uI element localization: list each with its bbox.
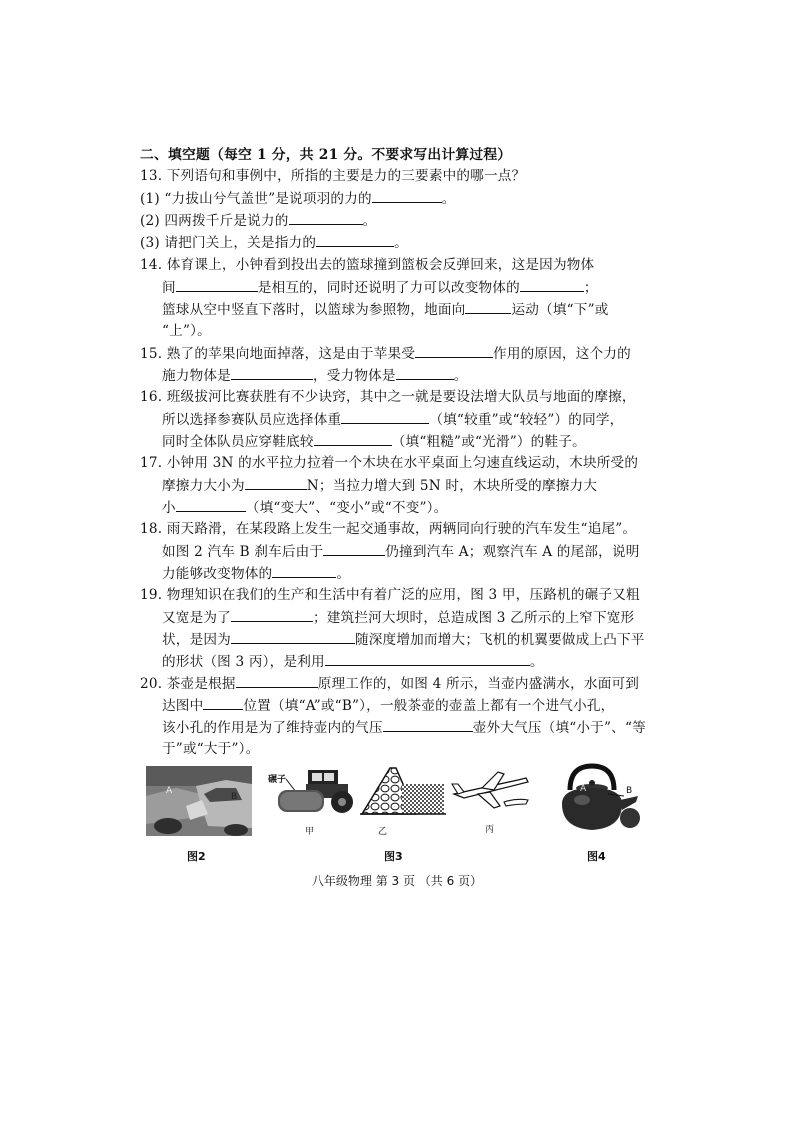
q13-part2 [140, 211, 660, 230]
q18-line3-b: 。 [336, 566, 351, 582]
fig3-sub-c: 丙 [485, 825, 495, 835]
q19-line2 [162, 608, 682, 627]
q20-blank1[interactable] [236, 674, 318, 688]
q20-line1-a: 20. 茶壶是根据 [140, 676, 236, 692]
q20-line3-a: 该小孔的作用是为了维持壶内的气压 [162, 720, 383, 736]
q18-line3-a: 力能够改变物体的 [162, 566, 273, 582]
q20-line2 [162, 696, 682, 715]
q15-line1-a: 15. 熟了的苹果向地面掉落，这是由于苹果受 [140, 346, 416, 362]
fig3-caption: 图3 [384, 850, 403, 863]
q16-line2 [162, 410, 682, 429]
q19-line2-a: 又宽是为了 [162, 610, 231, 626]
section-title: 二、填空题（每空 1 分，共 21 分。不要求写出计算过程） [140, 147, 512, 163]
q14-blank1[interactable] [176, 278, 258, 292]
page-footer: 八年级物理 第 3 页 （共 6 页） [311, 874, 483, 888]
q15-line1-b: 作用的原因，这个力的 [493, 346, 631, 362]
q17-line3 [162, 498, 682, 517]
q18-line3 [162, 564, 682, 583]
q15-line2-c: 。 [453, 368, 468, 384]
q13-part2-text: (2) 四两拨千斤是说力的 [140, 213, 289, 229]
q16-line1: 16. 班级拔河比赛获胜有不少诀窍，其中之一就是要设法增大队员与地面的摩擦， [140, 389, 636, 405]
q14-line2 [162, 278, 682, 297]
fig3-sub-b: 乙 [378, 827, 388, 837]
q15-blank2[interactable] [231, 366, 313, 380]
q20-line4: 于”或“大于”）。 [162, 741, 260, 757]
q19-line4-a: 的形状（图 3 丙），是利用 [162, 654, 325, 670]
q16-line3-a: 同时全体队员应穿鞋底较 [162, 434, 314, 450]
q20-line2-b: 位置（填“A”或“B”），一般茶壶的壶盖上都有一个进气小孔， [243, 698, 615, 714]
q16-line3 [162, 432, 682, 451]
q14-line2-c: ； [583, 280, 598, 296]
q13-part3-end: 。 [394, 235, 408, 251]
q13-part1 [140, 189, 660, 208]
q17-line2-a: 摩擦力大小为 [162, 478, 245, 494]
q20-line3 [162, 718, 682, 737]
q20-line1-b: 原理工作的，如图 4 所示，当壶内盛满水，水面可到 [317, 676, 640, 692]
q19-line4 [162, 652, 682, 671]
q14-line1: 14. 体育课上，小钟看到投出去的篮球撞到篮板会反弹回来，这是因为物体 [140, 257, 595, 273]
q14-line3-b: 运动（填“下”或 [511, 302, 609, 318]
q17-line2 [162, 476, 682, 495]
q13-blank2[interactable] [289, 211, 363, 225]
q20-line1 [140, 674, 660, 693]
fig3-roller-label: 碾子 [268, 775, 287, 785]
fig4-caption: 图4 [587, 850, 606, 863]
q16-line3-b: （填“粗糙”或“光滑”）的鞋子。 [391, 434, 586, 450]
q14-line3 [162, 300, 682, 319]
q18-line2 [162, 542, 682, 561]
q19-blank3[interactable] [325, 652, 530, 666]
q13-part3-text: (3) 请把门关上，关是指力的 [140, 235, 317, 251]
q13-part1-end: 。 [441, 191, 456, 207]
q19-line3 [162, 630, 682, 649]
q19-line2-b: ；建筑拦河大坝时，总造成图 3 乙所示的上窄下宽形 [312, 610, 635, 626]
q18-line1: 18. 雨天路滑，在某段路上发生一起交通事故，两辆同向行驶的汽车发生“追尾”。 [140, 521, 637, 537]
q20-line3-b: 壶外大气压（填“小于”、“等 [472, 720, 646, 736]
fig2-label-b: B [231, 792, 238, 802]
q13-part1-text: (1) “力拔山兮气盖世”是说项羽的力的 [140, 191, 372, 207]
q20-line2-a: 达图中 [162, 698, 204, 714]
fig3-sub-a: 甲 [305, 827, 315, 837]
figure-4-teapot [552, 760, 642, 838]
q19-blank1[interactable] [231, 608, 313, 622]
q15-blank1[interactable] [415, 344, 493, 358]
q13-part2-end: 。 [362, 213, 377, 229]
figure-3b-dam [360, 766, 446, 818]
q20-blank3[interactable] [383, 718, 473, 732]
q13-blank3[interactable] [316, 233, 394, 247]
q17-line1: 17. 小钟用 3N 的水平拉力拉着一个木块在水平桌面上匀速直线运动，木块所受的 [140, 455, 639, 471]
q18-line2-a: 如图 2 汽车 B 刹车后由于 [162, 544, 324, 560]
q17-blank2[interactable] [176, 498, 246, 512]
q13-blank1[interactable] [372, 189, 442, 203]
q14-blank3[interactable] [465, 300, 511, 314]
q17-line2-b: N；当拉力增大到 5N 时，木块所受的摩擦力大 [306, 478, 598, 494]
q15-blank3[interactable] [396, 366, 454, 380]
fig4-label-a: A [580, 784, 587, 794]
q16-line2-b: （填“较重”或“较轻”）的同学， [429, 412, 624, 428]
q15-line2 [162, 366, 682, 385]
q16-blank1[interactable] [341, 410, 429, 424]
fig2-caption: 图2 [187, 850, 206, 863]
q19-line3-a: 状，是因为 [162, 632, 231, 648]
q19-line3-b: 随深度增加而增大；飞机的机翼要做成上凸下平 [354, 632, 645, 648]
q19-line4-b: 。 [529, 654, 544, 670]
q13-stem: 13. 下列语句和事例中，所指的主要是力的三要素中的哪一点？ [140, 168, 526, 184]
figure-3a-road-roller [268, 766, 358, 816]
q15-line2-b: ，受力物体是 [312, 368, 396, 384]
q18-line2-b: 仍撞到汽车 A；观察汽车 A 的尾部，说明 [385, 544, 640, 560]
q15-line2-a: 施力物体是 [162, 368, 231, 384]
q19-blank2[interactable] [231, 630, 355, 644]
q17-blank1[interactable] [245, 476, 307, 490]
q16-blank2[interactable] [314, 432, 392, 446]
q14-line2-a: 间 [162, 280, 176, 296]
q13-part3 [140, 233, 660, 252]
q14-line2-b: 是相互的，同时还说明了力可以改变物体的 [257, 280, 520, 296]
q14-blank2[interactable] [520, 278, 584, 292]
q17-line3-a: 小 [162, 500, 176, 516]
q14-line3-a: 篮球从空中竖直下落时，以篮球为参照物，地面向 [162, 302, 466, 318]
fig4-label-b: B [626, 786, 633, 796]
q15-line1 [140, 344, 660, 363]
figure-3c-airplane [448, 768, 534, 814]
q14-line4: “上”）。 [162, 323, 211, 339]
q19-line1: 19. 物理知识在我们的生产和生活中有着广泛的应用，图 3 甲，压路机的碾子又粗 [140, 587, 640, 603]
q18-blank2[interactable] [272, 564, 336, 578]
q16-line2-a: 所以选择参赛队员应选择体重 [162, 412, 342, 428]
q20-blank2[interactable] [203, 696, 243, 710]
q17-line3-b: （填“变大”、“变小”或“不变”）。 [245, 500, 448, 516]
fig2-label-a: A [166, 786, 173, 796]
q18-blank1[interactable] [323, 542, 385, 556]
